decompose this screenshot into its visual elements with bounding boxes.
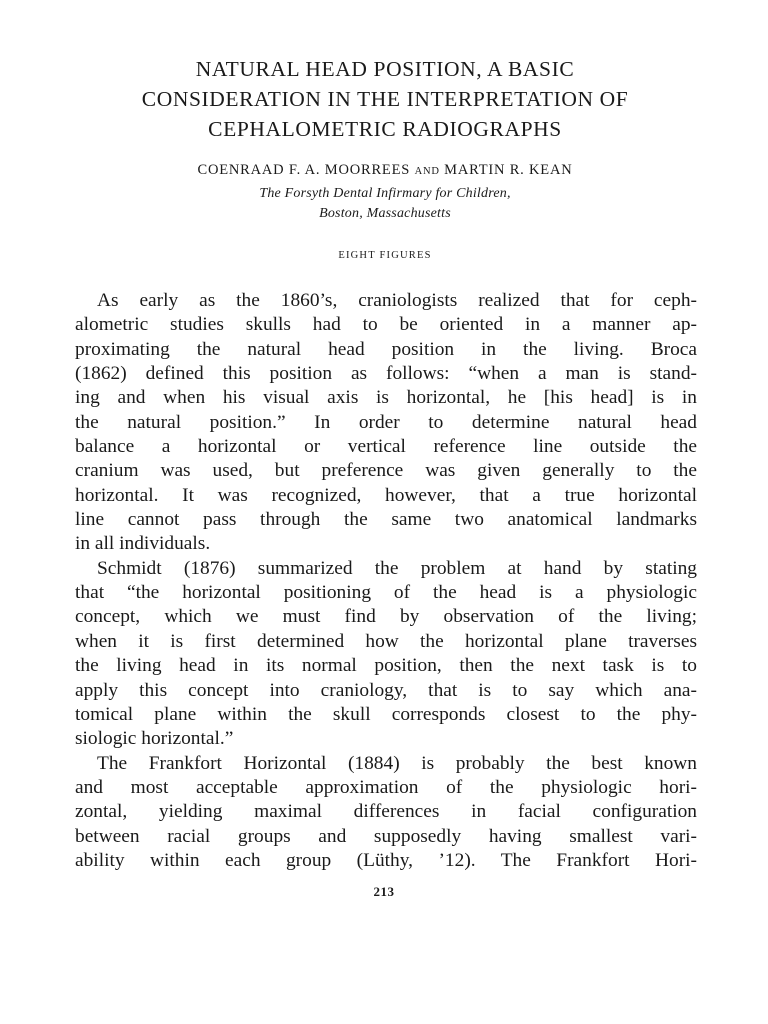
affiliation	[60, 184, 710, 224]
text-line: concept, which we must find by observation of the living;	[75, 606, 697, 628]
text-line: in all individuals.	[75, 533, 211, 555]
article-body	[75, 289, 697, 873]
affiliation-line: The Forsyth Dental Infirmary for Children,	[259, 186, 511, 201]
text-line: and most acceptable approximation of the physiologic hori-	[75, 776, 697, 798]
text-line: ing and when his visual axis is horizontal, he [his head] is in	[75, 387, 697, 409]
text-line: the living head in its normal position, then the next task is to	[75, 655, 697, 677]
author-name: MARTIN R. KEAN	[444, 162, 573, 178]
text-line: ability within each group (Lüthy, ’12). The Frankfort Hori-	[75, 849, 697, 871]
text-line: The Frankfort Horizontal (1884) is probably the best known	[97, 752, 697, 774]
article-title-line: CEPHALOMETRIC RADIOGRAPHS	[208, 117, 562, 141]
article-title-line: CONSIDERATION IN THE INTERPRETATION OF	[141, 87, 629, 111]
text-line: between racial groups and supposedly having smallest vari-	[75, 825, 697, 847]
text-line: siologic horizontal.”	[75, 728, 234, 750]
text-line: alometric studies skulls had to be oriented in a manner ap-	[75, 314, 697, 336]
text-line: tomical plane within the skull corresponds closest to the phy-	[75, 703, 697, 725]
text-line: zontal, yielding maximal differences in facial configuration	[75, 801, 697, 823]
article-title	[60, 54, 710, 144]
text-line: As early as the 1860’s, craniologists realized that for ceph-	[97, 290, 697, 311]
text-line: Schmidt (1876) summarized the problem at hand by stating	[97, 557, 697, 579]
text-line: proximating the natural head position in the living. Broca	[75, 338, 697, 360]
affiliation-line: Boston, Massachusetts	[319, 206, 451, 221]
author-conjunction: AND	[414, 166, 440, 177]
text-line: (1862) defined this position as follows: “when a man is stand-	[75, 363, 697, 385]
text-line: balance a horizontal or vertical reference line outside the	[75, 436, 697, 458]
page-number: 213	[373, 884, 395, 899]
author-name: COENRAAD F. A. MOORREES	[197, 162, 411, 178]
text-line: horizontal. It was recognized, however, that a true horizontal	[75, 484, 697, 506]
text-line: that “the horizontal positioning of the head is a physiologic	[75, 582, 697, 604]
text-line: when it is first determined how the horizontal plane traverses	[75, 630, 697, 652]
figure-count: EIGHT FIGURES	[338, 250, 432, 261]
text-line: cranium was used, but preference was given generally to the	[75, 460, 697, 482]
text-line: the natural position.” In order to determine natural head	[75, 411, 697, 433]
text-line: line cannot pass through the same two anatomical landmarks	[75, 509, 697, 531]
text-line: apply this concept into craniology, that is to say which ana-	[75, 679, 697, 701]
article-title-line: NATURAL HEAD POSITION, A BASIC	[195, 57, 575, 81]
author-line	[60, 160, 710, 182]
